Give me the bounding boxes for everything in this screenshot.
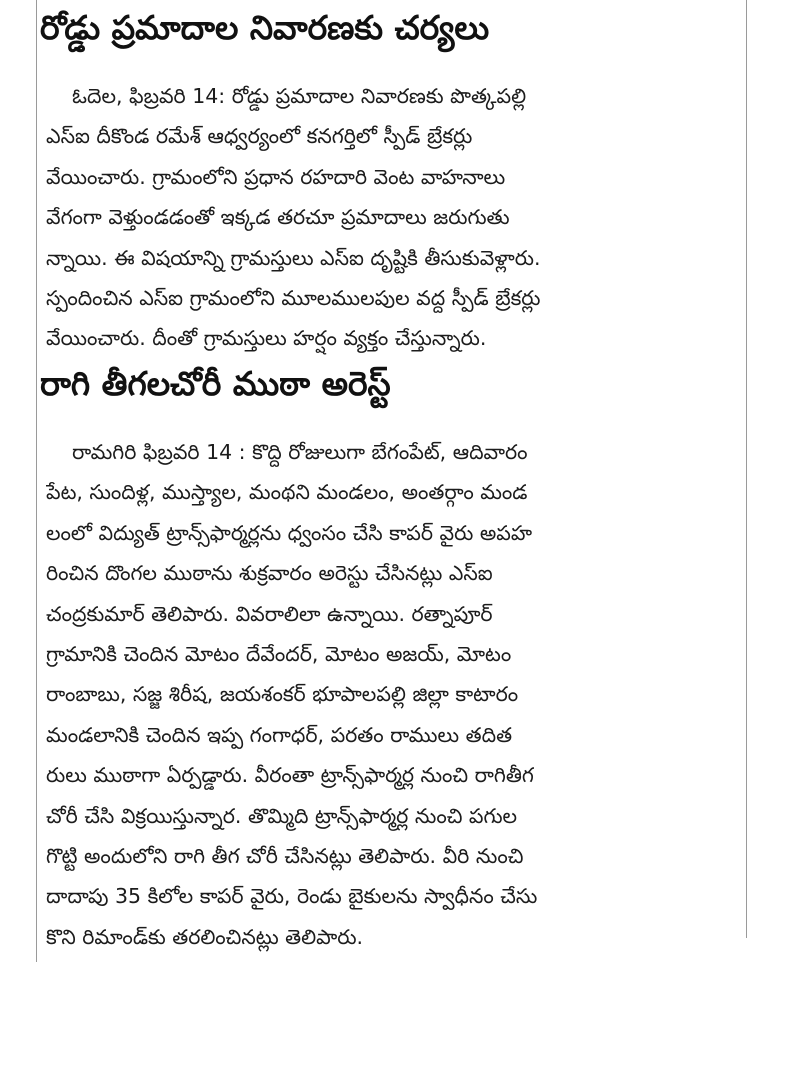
article1-line: స్పందించిన ఎస్ఐ గ్రామంలోని మూలములపుల వద్ద స్పీడ్ బ్రేకర్లు <box>46 285 541 310</box>
article2-body <box>46 432 736 957</box>
article1-line: ఎస్ఐ దీకొండ రమేశ్ ఆధ్వర్యంలో కనగర్తిలో స్పీడ్ బ్రేకర్లు <box>46 124 473 149</box>
article2-line: దాదాపు 35 కిలోల కాపర్ వైరు, రెండు బైకులను స్వాధీనం చేసు <box>46 884 538 909</box>
article2-headline: రాగి తీగలచోరీ ముఠా అరెస్ట్ <box>40 364 391 403</box>
article1-line: న్నాయి. ఈ విషయాన్ని గ్రామస్తులు ఎస్ఐ దృష్టికి తీసుకువెళ్లారు. <box>46 245 541 270</box>
article2-line: గ్రామానికి చెందిన మోటం దేవేందర్, మోటం అజయ్, మోటం <box>46 641 512 666</box>
article2-line: చంద్రకుమార్ తెలిపారు. వివరాలిలా ఉన్నాయి. రత్నాపూర్ <box>46 601 493 626</box>
article1-line: వేయించారు. దీంతో గ్రామస్తులు హర్షం వ్యక్తం చేస్తున్నారు. <box>46 326 487 351</box>
article2-line: కొని రిమాండ్‌కు తరలించినట్లు తెలిపారు. <box>46 924 364 949</box>
article2-line: గొట్టి అందులోని రాగి తీగ చోరీ చేసినట్లు తెలిపారు. వీరి నుంచి <box>46 843 524 868</box>
article1-line: ఓదెల, ఫిబ్రవరి 14: రోడ్డు ప్రమాదాల నివారణకు పొత్కపల్లి <box>72 84 527 108</box>
column-rule-left <box>36 0 37 962</box>
article2-line: చోరీ చేసి విక్రయిస్తున్నార. తొమ్మిది ట్రాన్స్‌ఫార్మర్ల నుంచి పగుల <box>46 803 518 828</box>
article2-line: రులు ముఠాగా ఏర్పడ్డారు. వీరంతా ట్రాన్స్‌ఫార్మర్ల నుంచి రాగితీగ <box>46 763 534 788</box>
article1-body <box>46 76 736 359</box>
article2-line: లంలో విద్యుత్ ట్రాన్స్‌ఫార్మర్లను ధ్వంసం చేసి కాపర్ వైరు అపహ <box>46 520 533 545</box>
article1-line: వేగంగా వెళ్తుండడంతో ఇక్కడ తరచూ ప్రమాదాలు జరుగుతు <box>46 205 510 230</box>
article2-line: రామగిరి ఫిబ్రవరి 14 : కొద్ది రోజులుగా బేగంపేట్, ఆదివారం <box>72 440 528 464</box>
article1-headline: రోడ్డు ప్రమాదాల నివారణకు చర్యలు <box>40 8 490 47</box>
article2-line: పేట, సుందిళ్ల, ముస్త్యాల, మంథని మండలం, అంతర్గాం మండ <box>46 480 528 505</box>
article2-line: రాంబాబు, సజ్జ శిరీష, జయశంకర్ భూపాలపల్లి జిల్లా కాటారం <box>46 682 519 707</box>
article1-line: వేయించారు. గ్రామంలోని ప్రధాన రహదారి వెంట వాహనాలు <box>46 164 506 189</box>
article2-line: మండలానికి చెందిన ఇప్ప గంగాధర్, పరతం రాములు తదిత <box>46 722 513 747</box>
article2-line: రించిన దొంగల ముఠాను శుక్రవారం అరెస్టు చేసినట్లు ఎస్ఐ <box>46 561 493 586</box>
column-rule-right <box>746 0 747 938</box>
